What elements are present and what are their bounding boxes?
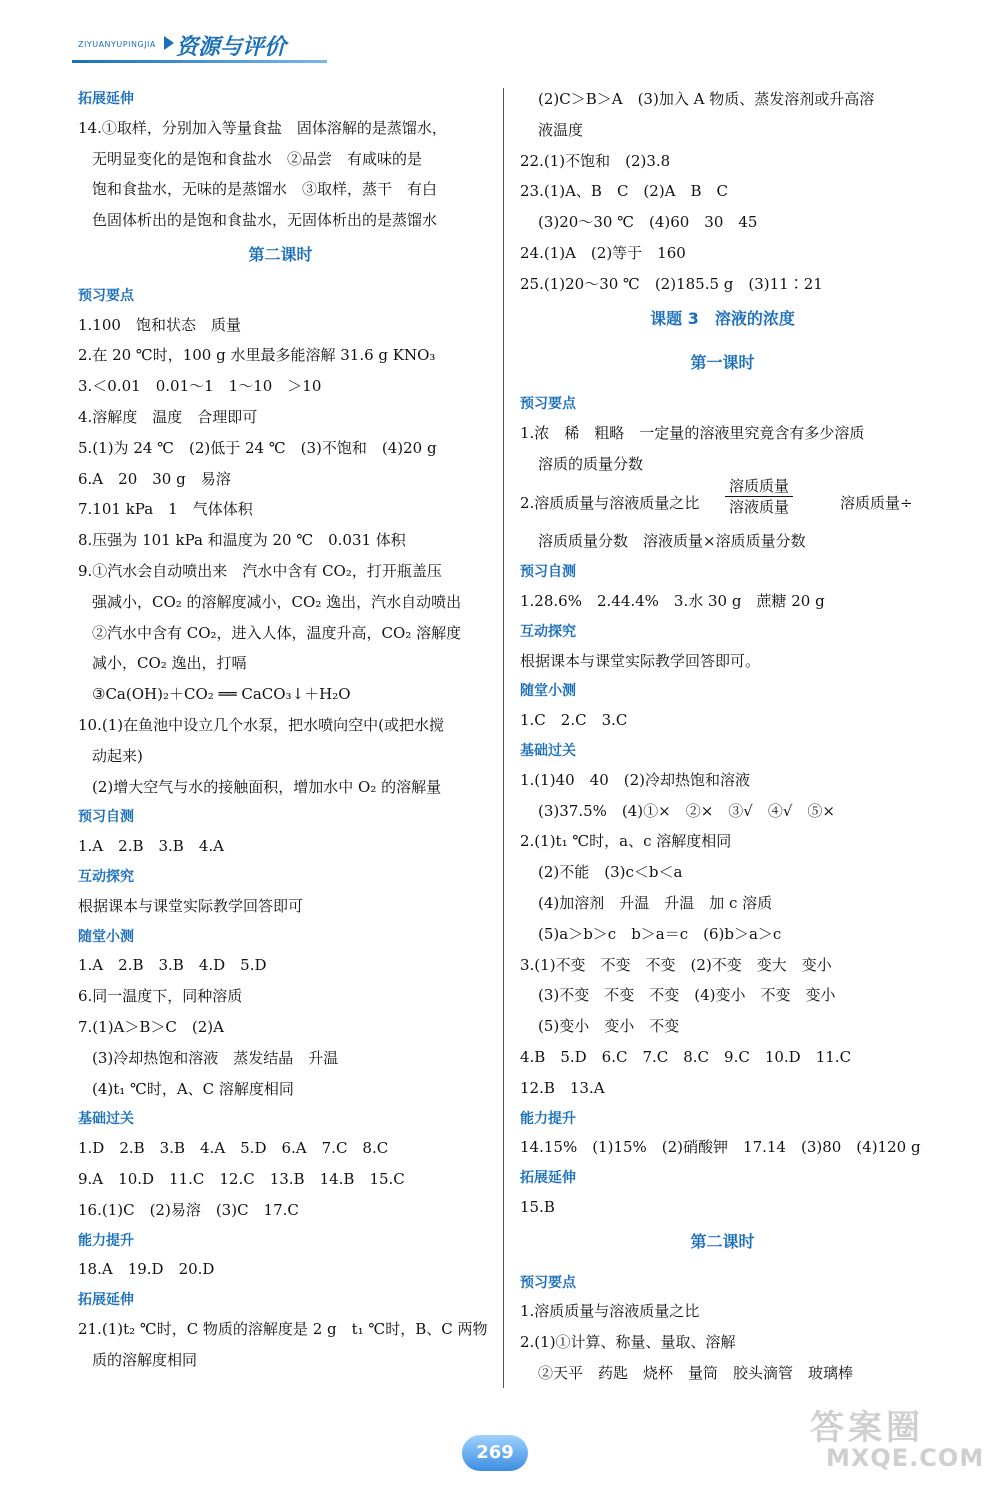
answer-line: ③Ca(OH)₂＋CO₂ ══ CaCO₃↓＋H₂O bbox=[92, 685, 351, 704]
answer-line: 5.(1)为 24 ℃ (2)低于 24 ℃ (3)不饱和 (4)20 g bbox=[78, 438, 437, 457]
answer-line: 减小，CO₂ 逸出，打嗝 bbox=[92, 654, 247, 673]
fraction-line bbox=[520, 488, 699, 519]
section-heading: 随堂小测 bbox=[520, 683, 576, 700]
section-heading: 拓展延伸 bbox=[78, 91, 134, 107]
answer-line: 无明显变化的是饱和食盐水 ②品尝 有咸味的是 bbox=[92, 149, 423, 168]
answer-line: 色固体析出的是饱和食盐水，无固体析出的是蒸馏水 bbox=[92, 211, 438, 230]
answer-line: 9.A 10.D 11.C 12.C 13.B 14.B 15.C bbox=[78, 1170, 405, 1188]
answer-line: 4.B 5.D 6.C 7.C 8.C 9.C 10.D 11.C bbox=[520, 1048, 852, 1066]
answer-line: 2.在 20 ℃时，100 g 水里最多能溶解 31.6 g KNO₃ bbox=[78, 346, 436, 365]
page-number: 269 bbox=[462, 1435, 528, 1471]
answer-line: 14.①取样，分别加入等量食盐 固体溶解的是蒸馏水， bbox=[78, 118, 447, 137]
answer-line: 24.(1)A (2)等于 160 bbox=[520, 244, 686, 262]
section-heading: 互动探究 bbox=[78, 869, 134, 885]
answer-line: (4)t₁ ℃时，A、C 溶解度相同 bbox=[92, 1079, 294, 1098]
answer-line: 14.15% (1)15% (2)硝酸钾 17.14 (3)80 (4)120 g bbox=[520, 1138, 921, 1157]
answer-line: 4.溶解度 温度 合理即可 bbox=[78, 408, 258, 426]
section-heading: 拓展延伸 bbox=[78, 1292, 134, 1309]
answer-line: (3)不变 不变 不变 (4)变小 不变 变小 bbox=[538, 986, 836, 1005]
answer-line: 6.同一温度下，同种溶质 bbox=[78, 987, 243, 1006]
answer-line: 3.＜0.01 0.01～1 1～10 ＞10 bbox=[78, 377, 322, 396]
lesson-heading: 课题 3 溶液的浓度 bbox=[650, 308, 795, 328]
fraction-numerator: 溶质质量 bbox=[725, 476, 793, 497]
answer-line: 强减小，CO₂ 的溶解度减小，CO₂ 逸出，汽水自动喷出 bbox=[92, 592, 462, 611]
answer-line: (5)变小 变小 不变 bbox=[538, 1017, 680, 1036]
section-heading: 基础过关 bbox=[78, 1111, 134, 1128]
answer-line: (4)加溶剂 升温 升温 加 c 溶质 bbox=[538, 894, 773, 912]
answer-line: 溶质质量分数 溶液质量×溶质质量分数 bbox=[538, 532, 806, 551]
answer-line: 6.A 20 30 g 易溶 bbox=[78, 469, 231, 488]
answer-line: 10.(1)在鱼池中设立几个水泵，把水喷向空中(或把水搅 bbox=[78, 716, 444, 734]
section-heading: 随堂小测 bbox=[78, 928, 134, 945]
answer-line: 饱和食盐水，无味的是蒸馏水 ③取样，蒸干 有白 bbox=[92, 180, 438, 199]
fraction-after: 溶质质量÷ bbox=[840, 493, 913, 512]
answer-line: 2.(1)①计算、称量、量取、溶解 bbox=[520, 1333, 736, 1352]
column-divider bbox=[503, 88, 504, 1388]
answer-line: 2.(1)t₁ ℃时，a、c 溶解度相同 bbox=[520, 832, 732, 851]
section-heading: 互动探究 bbox=[520, 623, 576, 640]
answer-line: (3)20～30 ℃ (4)60 30 45 bbox=[538, 213, 758, 232]
answer-line: 1.浓 稀 粗略 一定量的溶液里究竟含有多少溶质 bbox=[520, 424, 865, 442]
answer-line: 23.(1)A、B C (2)A B C bbox=[520, 182, 729, 201]
answer-line: 1.溶质质量与溶液质量之比 bbox=[520, 1302, 700, 1321]
answer-line: 7.(1)A＞B＞C (2)A bbox=[78, 1018, 224, 1036]
answer-line: 21.(1)t₂ ℃时，C 物质的溶解度是 2 g t₁ ℃时，B、C 两物 bbox=[78, 1320, 488, 1338]
answer-line: 1.C 2.C 3.C bbox=[520, 711, 628, 730]
section-heading: 能力提升 bbox=[78, 1232, 134, 1249]
lesson-heading: 第一课时 bbox=[690, 353, 755, 373]
answer-line: 根据课本与课堂实际教学回答即可 bbox=[78, 896, 304, 915]
answer-line: 16.(1)C (2)易溶 (3)C 17.C bbox=[78, 1200, 299, 1219]
watermark-top: 答案圈 bbox=[810, 1408, 924, 1448]
answer-line: 1.A 2.B 3.B 4.D 5.D bbox=[78, 956, 267, 975]
answer-line: (2)增大空气与水的接触面积，增加水中 O₂ 的溶解量 bbox=[92, 777, 442, 796]
answer-line: ②天平 药匙 烧杯 量筒 胶头滴管 玻璃棒 bbox=[538, 1364, 854, 1382]
answer-line: 质的溶解度相同 bbox=[92, 1350, 198, 1369]
answer-line: 1.A 2.B 3.B 4.A bbox=[78, 837, 224, 856]
section-heading: 拓展延伸 bbox=[520, 1170, 576, 1187]
answer-line: ②汽水中含有 CO₂，进入人体，温度升高，CO₂ 溶解度 bbox=[92, 623, 462, 642]
answer-line: (2)不能 (3)c＜b＜a bbox=[538, 863, 683, 882]
lesson-heading: 第二课时 bbox=[248, 245, 313, 264]
answer-line: 动起来) bbox=[92, 746, 143, 765]
watermark-bottom: MXQE.COM bbox=[826, 1444, 985, 1472]
answer-line: 25.(1)20～30 ℃ (2)185.5 g (3)11∶21 bbox=[520, 274, 823, 293]
header-title: 资源与评价 bbox=[176, 35, 287, 60]
section-heading: 预习自测 bbox=[520, 564, 576, 581]
fraction-denominator: 溶液质量 bbox=[729, 497, 790, 516]
answer-line: 1.28.6% 2.44.4% 3.水 30 g 蔗糖 20 g bbox=[520, 592, 825, 610]
answer-line: 1.D 2.B 3.B 4.A 5.D 6.A 7.C 8.C bbox=[78, 1139, 389, 1158]
answer-line: 15.B bbox=[520, 1198, 555, 1216]
answer-line: 根据课本与课堂实际教学回答即可。 bbox=[520, 651, 761, 670]
section-heading: 预习要点 bbox=[520, 1274, 576, 1291]
section-heading: 基础过关 bbox=[520, 743, 576, 759]
answer-line: 1.100 饱和状态 质量 bbox=[78, 315, 241, 334]
answer-line: (3)37.5% (4)①× ②× ③√ ④√ ⑤× bbox=[538, 801, 835, 820]
header-logo bbox=[72, 28, 332, 68]
answer-line: (2)C＞B＞A (3)加入 A 物质、蒸发溶剂或升高溶 bbox=[538, 90, 875, 108]
watermark bbox=[790, 1400, 985, 1480]
answer-line: (5)a＞b＞c b＞a＝c (6)b＞a＞c bbox=[538, 924, 782, 943]
answer-line: 溶质的质量分数 bbox=[538, 454, 644, 473]
header-pinyin: ZIYUANYUPINGJIA bbox=[78, 40, 156, 49]
answer-line: (3)冷却热饱和溶液 蒸发结晶 升温 bbox=[92, 1048, 339, 1067]
answer-line: 8.压强为 101 kPa 和温度为 20 ℃ 0.031 体积 bbox=[78, 531, 406, 550]
section-heading: 能力提升 bbox=[520, 1110, 576, 1127]
answer-line: 液温度 bbox=[538, 120, 584, 139]
arrow-icon bbox=[164, 36, 174, 50]
answer-line: 1.(1)40 40 (2)冷却热饱和溶液 bbox=[520, 770, 750, 789]
section-heading: 预习要点 bbox=[78, 287, 134, 304]
fraction-before: 2.溶质质量与溶液质量之比 bbox=[520, 493, 700, 512]
answer-line: 9.①汽水会自动喷出来 汽水中含有 CO₂，打开瓶盖压 bbox=[78, 562, 442, 580]
answer-line: 22.(1)不饱和 (2)3.8 bbox=[520, 151, 671, 170]
section-heading: 预习要点 bbox=[520, 396, 576, 413]
answer-line: 7.101 kPa 1 气体体积 bbox=[78, 500, 253, 519]
answer-line: 3.(1)不变 不变 不变 (2)不变 变大 变小 bbox=[520, 955, 832, 974]
lesson-heading: 第二课时 bbox=[690, 1231, 755, 1251]
fraction bbox=[725, 476, 793, 517]
answer-line: 18.A 19.D 20.D bbox=[78, 1260, 215, 1279]
section-heading: 预习自测 bbox=[78, 809, 134, 826]
answer-line: 12.B 13.A bbox=[520, 1078, 605, 1097]
